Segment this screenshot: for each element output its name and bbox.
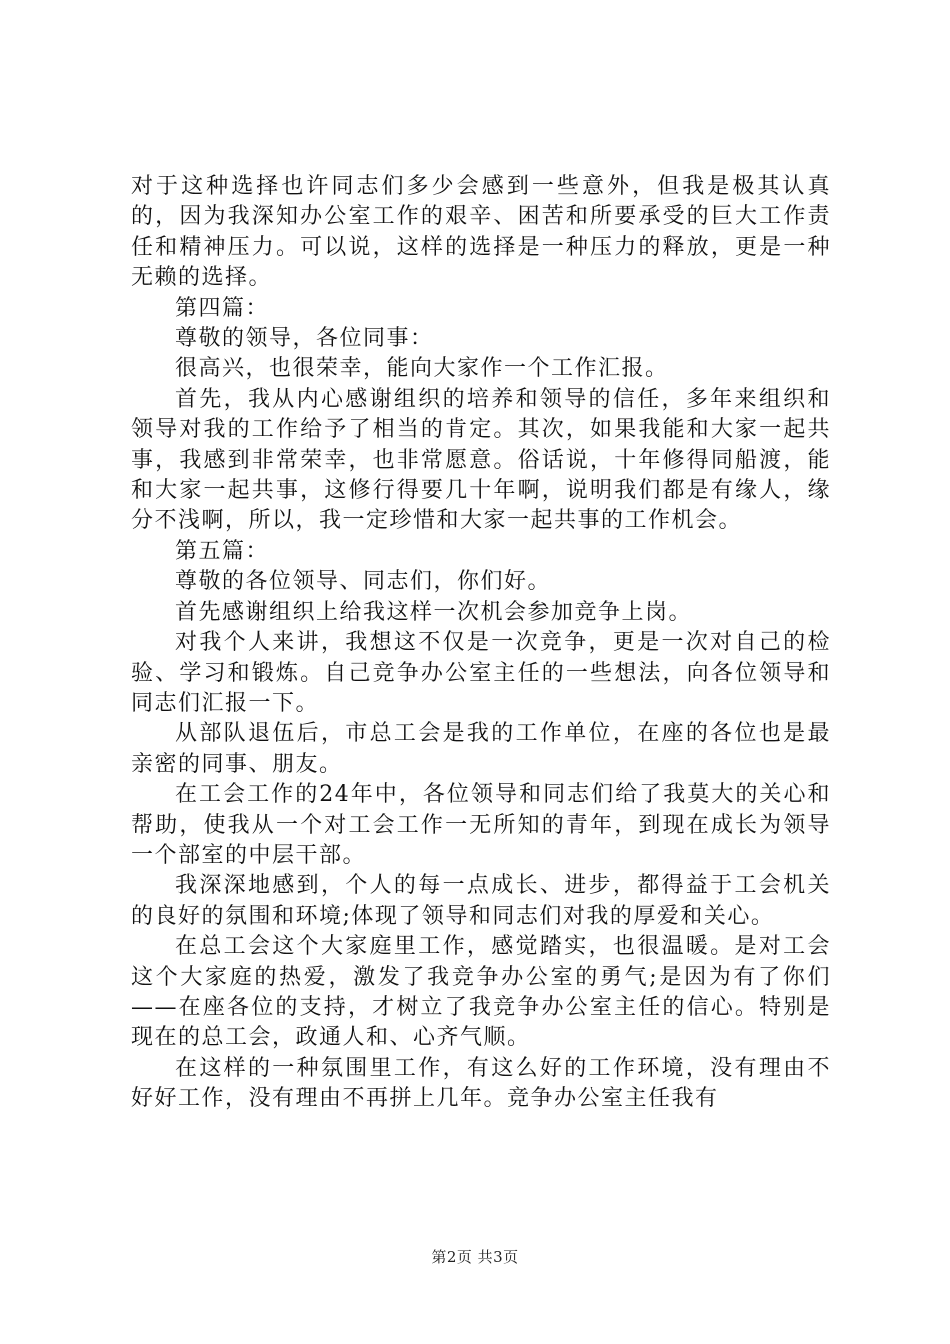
salutation-4: 尊敬的领导，各位同事： xyxy=(175,326,434,352)
salutation-5: 尊敬的各位领导、同志们，你们好。 xyxy=(175,569,552,595)
paragraph-5-1: 首先感谢组织上给我这样一次机会参加竞争上岗。 xyxy=(175,599,693,625)
paragraph-5-7: 在这样的一种氛围里工作，有这么好的工作环境，没有理由不好好工作，没有理由不再拼上几年。竞争办公室主任我有 xyxy=(131,1055,831,1112)
paragraph-5-6: 在总工会这个大家庭里工作，感觉踏实，也很温暖。是对工会这个大家庭的热爱，激发了我竞争办公室的勇气;是因为有了你们——在座各位的支持，才树立了我竞争办公室主任的信心。特别是现在的总工会，政通人和、心齐气顺。 xyxy=(131,934,831,1051)
paragraph-5-2: 对我个人来讲，我想这不仅是一次竞争，更是一次对自己的检验、学习和锻炼。自己竞争办公室主任的一些想法，向各位领导和同志们汇报一下。 xyxy=(131,630,831,716)
section-heading-5: 第五篇： xyxy=(175,538,270,564)
paragraph-5-4: 在工会工作的24年中，各位领导和同志们给了我莫大的关心和帮助，使我从一个对工会工作一无所知的青年，到现在成长为领导一个部室的中层干部。 xyxy=(131,782,831,868)
page-footer xyxy=(0,1246,950,1267)
section-heading-4: 第四篇： xyxy=(175,295,270,321)
paragraph-5-5: 我深深地感到，个人的每一点成长、进步，都得益于工会机关的良好的氛围和环境;体现了领导和同志们对我的厚爱和关心。 xyxy=(131,873,831,929)
document-body xyxy=(131,172,831,1115)
paragraph-5-3: 从部队退伍后，市总工会是我的工作单位，在座的各位也是最亲密的同事、朋友。 xyxy=(131,721,831,777)
paragraph-4-1: 很高兴，也很荣幸，能向大家作一个工作汇报。 xyxy=(175,356,669,382)
paragraph-4-2: 首先，我从内心感谢组织的培养和领导的信任，多年来组织和领导对我的工作给予了相当的肯定。其次，如果我能和大家一起共事，我感到非常荣幸，也非常愿意。俗话说，十年修得同船渡，能和大家一起共事，这修行得要几十年啊，说明我们都是有缘人，缘分不浅啊，所以，我一定珍惜和大家一起共事的工作机会。 xyxy=(131,386,831,534)
page-number: 第2页 共3页 xyxy=(431,1248,519,1266)
paragraph-1: 对于这种选择也许同志们多少会感到一些意外，但我是极其认真的，因为我深知办公室工作的艰辛、困苦和所要承受的巨大工作责任和精神压力。可以说，这样的选择是一种压力的释放，更是一种无赖的选择。 xyxy=(131,174,831,291)
